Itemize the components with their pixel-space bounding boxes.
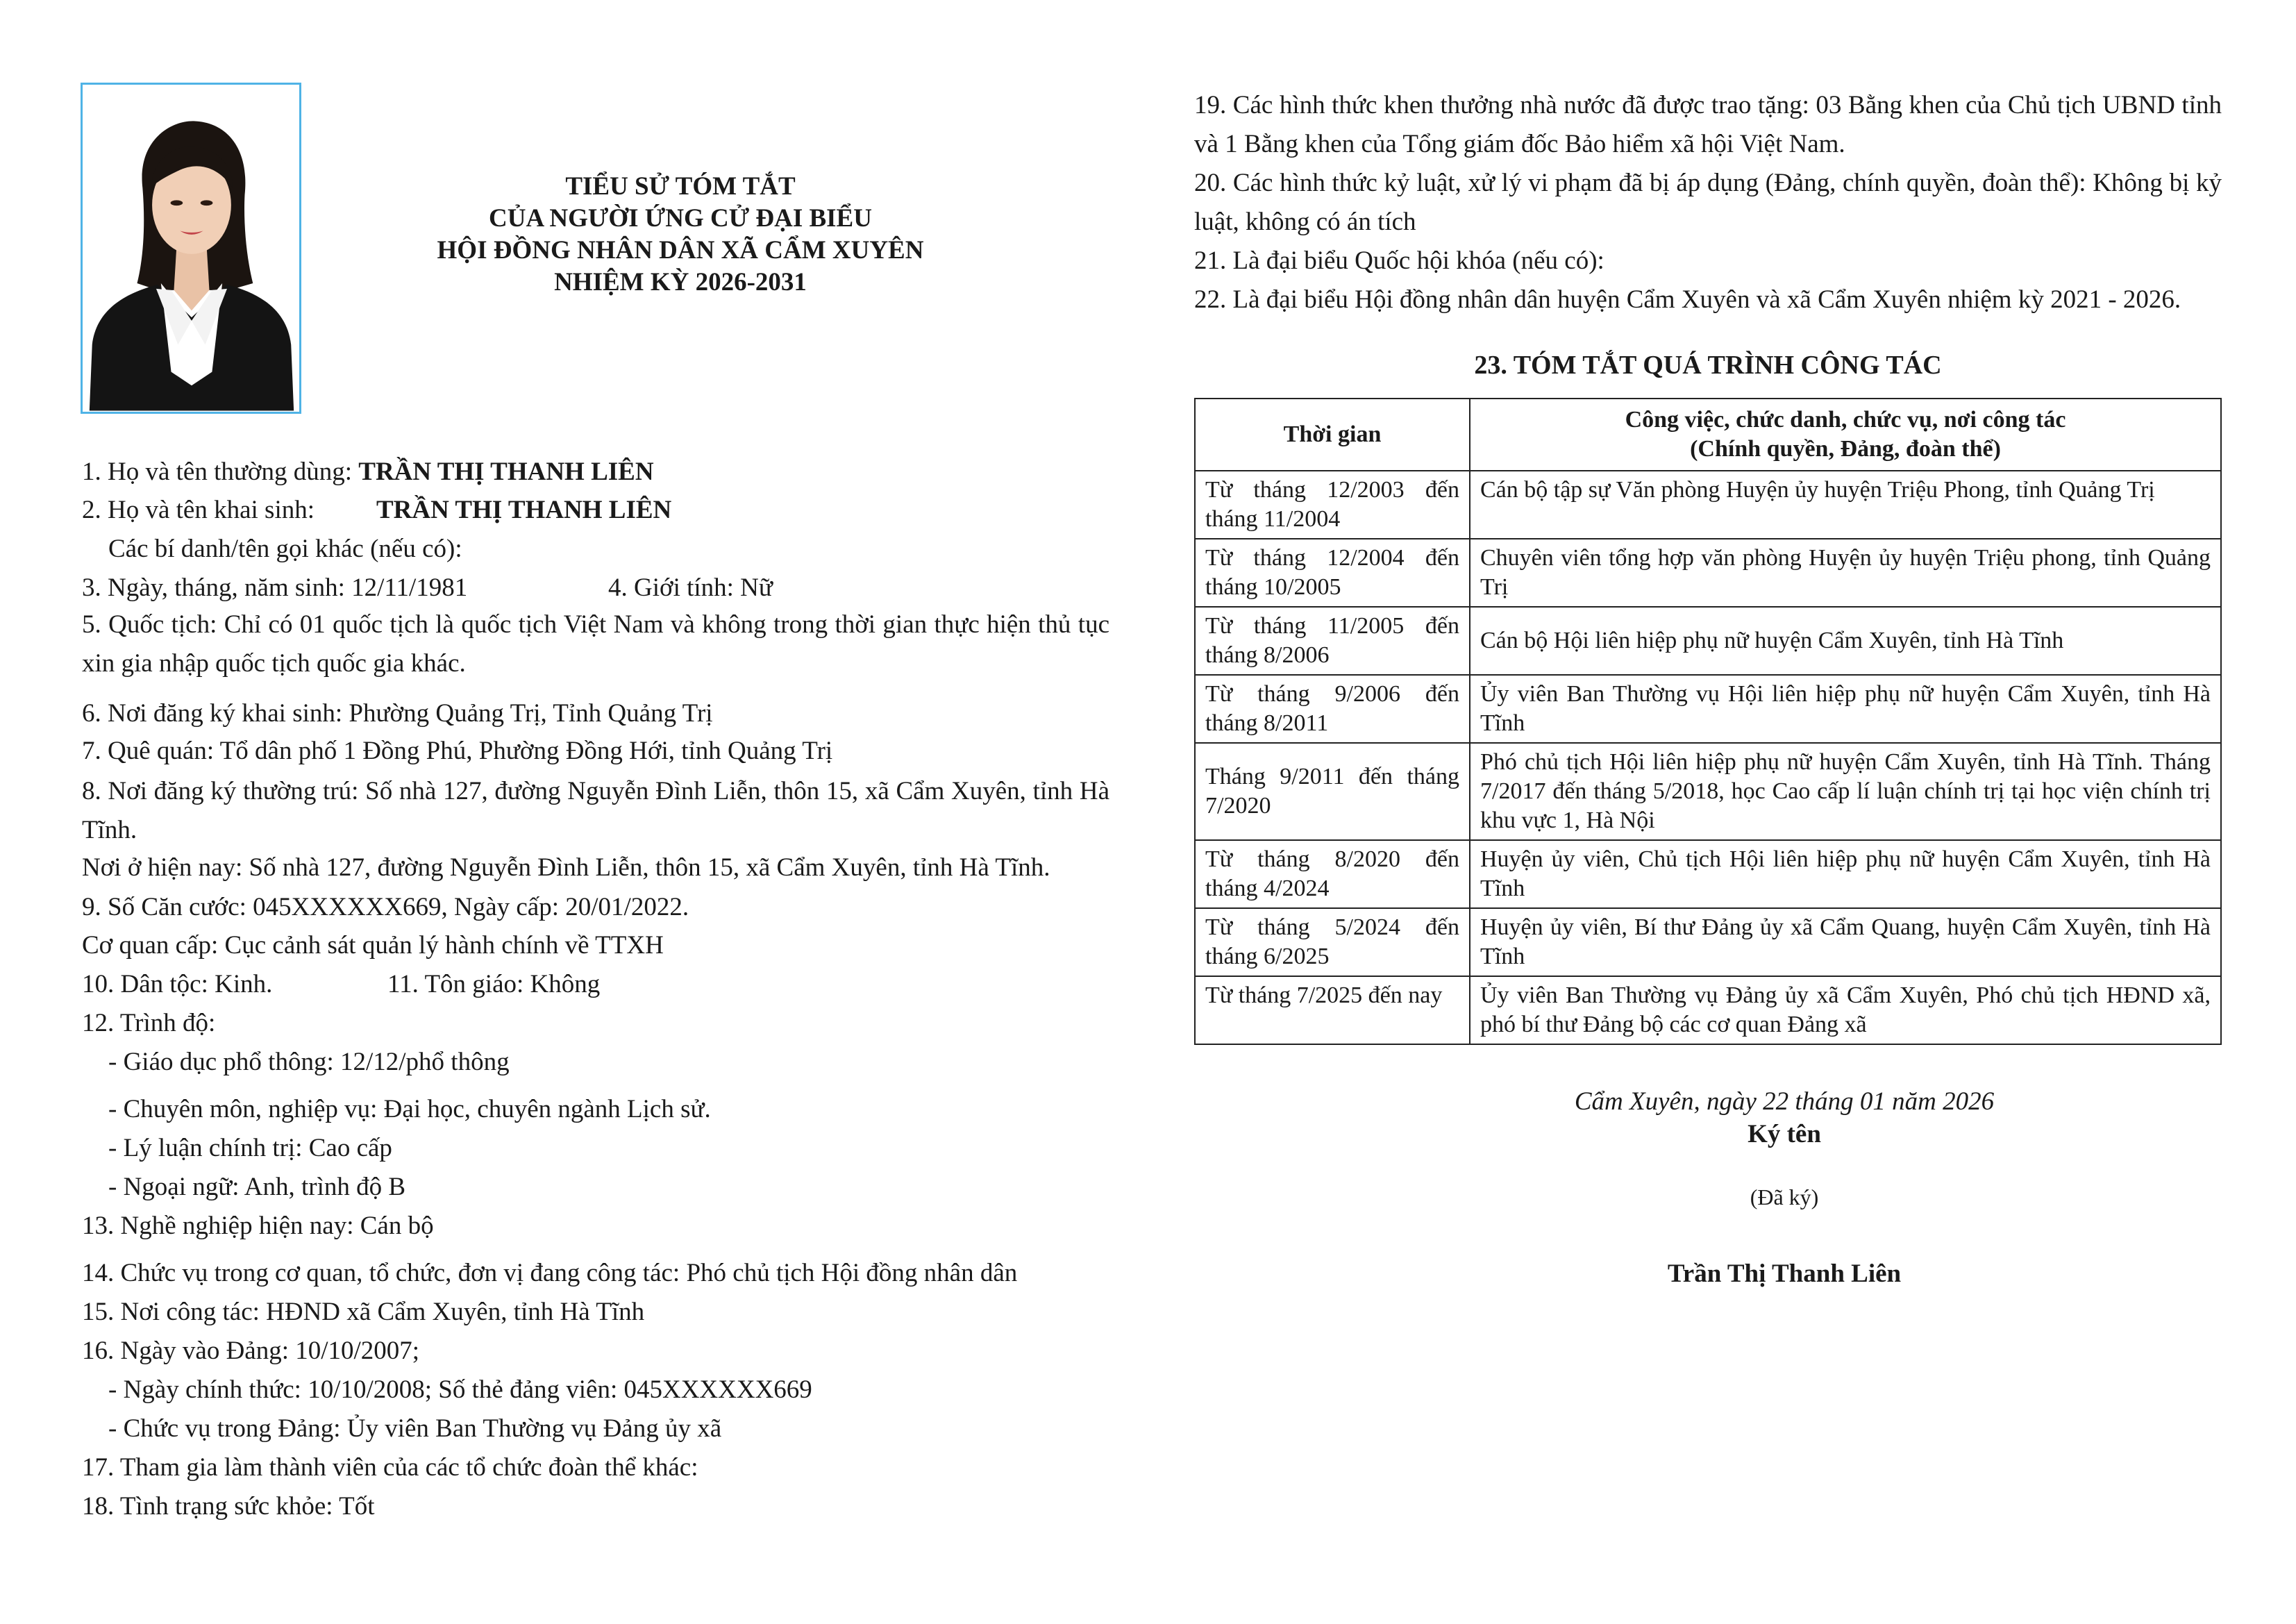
education-language: - Ngoại ngữ: Anh, trình độ B — [108, 1173, 406, 1201]
row-work: Huyện ủy viên, Bí thư Đảng ủy xã Cẩm Quang, huyện Cẩm Xuyên, tỉnh Hà Tĩnh — [1470, 908, 2221, 976]
row-time: Từ tháng 12/2004 đến tháng 10/2005 — [1195, 539, 1470, 607]
table-row — [1195, 840, 2221, 908]
row-work: Ủy viên Ban Thường vụ Hội liên hiệp phụ nữ huyện Cẩm Xuyên, tỉnh Hà Tĩnh — [1470, 675, 2221, 743]
birth-name-row — [82, 495, 671, 526]
table-row — [1195, 539, 2221, 607]
table-row — [1195, 908, 2221, 976]
table-row — [1195, 976, 2221, 1044]
common-name-value: TRẦN THỊ THANH LIÊN — [358, 458, 654, 486]
sign-label: Ký tên — [1748, 1120, 1821, 1148]
common-name-label: 1. Họ và tên thường dùng: — [82, 458, 359, 486]
row-work: Cán bộ Hội liên hiệp phụ nữ huyện Cẩm Xuyên, tỉnh Hà Tĩnh — [1470, 607, 2221, 675]
awards-text: 19. Các hình thức khen thưởng nhà nước đã được trao tặng: 03 Bằng khen của Chủ tịch UBND tỉnh và 1 Bằng khen của Tổng giám đốc Bảo hiểm xã hội Việt Nam. — [1194, 91, 2222, 158]
header-work-line-1: Công việc, chức danh, chức vụ, nơi công tác — [1625, 407, 2066, 433]
organizations-text: 17. Tham gia làm thành viên của các tổ chức đoàn thể khác: — [82, 1453, 698, 1482]
row-work: Chuyên viên tổng hợp văn phòng Huyện ủy huyện Triệu phong, tỉnh Quảng Trị — [1470, 539, 2221, 607]
title-line-2: CỦA NGƯỜI ỨNG CỬ ĐẠI BIỂU — [489, 204, 872, 233]
dob-gender-row — [82, 573, 773, 603]
row-time: Từ tháng 7/2025 đến nay — [1195, 976, 1470, 1044]
health-text: 18. Tình trạng sức khỏe: Tốt — [82, 1492, 375, 1521]
row-work: Ủy viên Ban Thường vụ Đảng ủy xã Cẩm Xuyên, Phó chủ tịch HĐND xã, phó bí thư Đảng bộ các cơ quan Đảng xã — [1470, 976, 2221, 1044]
title-line-3: HỘI ĐỒNG NHÂN DÂN XÃ CẨM XUYÊN — [437, 236, 924, 265]
table-row — [1195, 607, 2221, 675]
id-issuer-text: Cơ quan cấp: Cục cảnh sát quản lý hành chính về TTXH — [82, 931, 664, 960]
ethnic-religion-row — [82, 969, 600, 1000]
education-general: - Giáo dục phổ thông: 12/12/phổ thông — [108, 1048, 510, 1076]
gender-text: 4. Giới tính: Nữ — [608, 574, 773, 602]
row-work: Phó chủ tịch Hội liên hiệp phụ nữ huyện Cẩm Xuyên, tỉnh Hà Tĩnh. Tháng 7/2017 đến tháng 5/2018, học Cao cấp lí luận chính trị tại học viện chính trị khu vực 1, Hà Nội — [1470, 743, 2221, 840]
party-official-text: - Ngày chính thức: 10/10/2008; Số thẻ đảng viên: 045XXXXXX669 — [108, 1375, 812, 1404]
row-time: Từ tháng 5/2024 đến tháng 6/2025 — [1195, 908, 1470, 976]
row-time: Từ tháng 12/2003 đến tháng 11/2004 — [1195, 471, 1470, 539]
national-assembly-text: 21. Là đại biểu Quốc hội khóa (nếu có): — [1194, 246, 1604, 275]
birth-name-label: 2. Họ và tên khai sinh: — [82, 496, 315, 524]
work-history-table — [1194, 398, 2222, 1045]
signer-name: Trần Thị Thanh Liên — [1667, 1259, 1902, 1288]
id-card-text: 9. Số Căn cước: 045XXXXXX669, Ngày cấp: 20/01/2022. — [82, 893, 689, 921]
row-time: Tháng 9/2011 đến tháng 7/2020 — [1195, 743, 1470, 840]
alias-row: Các bí danh/tên gọi khác (nếu có): — [108, 535, 462, 563]
row-time: Từ tháng 8/2020 đến tháng 4/2024 — [1195, 840, 1470, 908]
title-line-4: NHIỆM KỲ 2026-2031 — [554, 268, 807, 296]
birth-name-value: TRẦN THỊ THANH LIÊN — [376, 496, 672, 524]
row-work: Huyện ủy viên, Chủ tịch Hội liên hiệp phụ nữ huyện Cẩm Xuyên, tỉnh Hà Tĩnh — [1470, 840, 2221, 908]
dob-text: 3. Ngày, tháng, năm sinh: 12/11/1981 — [82, 574, 468, 602]
current-residence-text: Nơi ở hiện nay: Số nhà 127, đường Nguyễn Đình Liễn, thôn 15, xã Cẩm Xuyên, tỉnh Hà Tĩnh. — [82, 853, 1050, 882]
work-history-title: 23. TÓM TẮT QUÁ TRÌNH CÔNG TÁC — [1474, 351, 1942, 380]
hometown-text: 7. Quê quán: Tổ dân phố 1 Đồng Phú, Phường Đồng Hới, tỉnh Quảng Trị — [82, 737, 833, 765]
document-title — [333, 171, 1028, 299]
nationality-text: 5. Quốc tịch: Chỉ có 01 quốc tịch là quốc tịch Việt Nam và không trong thời gian thực hiện thủ tục xin gia nhập quốc tịch quốc gia khác. — [82, 610, 1109, 678]
table-header-row — [1195, 399, 2221, 471]
place-date: Cẩm Xuyên, ngày 22 tháng 01 năm 2026 — [1574, 1087, 1995, 1116]
row-time: Từ tháng 9/2006 đến tháng 8/2011 — [1195, 675, 1470, 743]
position-text: 14. Chức vụ trong cơ quan, tổ chức, đơn vị đang công tác: Phó chủ tịch Hội đồng nhân dân — [82, 1259, 1018, 1287]
header-work — [1470, 399, 2221, 471]
education-major: - Chuyên môn, nghiệp vụ: Đại học, chuyên ngành Lịch sử. — [108, 1095, 711, 1123]
birthplace-text: 6. Nơi đăng ký khai sinh: Phường Quảng Trị, Tỉnh Quảng Trị — [82, 699, 713, 728]
ethnic-text: 10. Dân tộc: Kinh. — [82, 970, 273, 998]
discipline-text: 20. Các hình thức kỷ luật, xử lý vi phạm đã bị áp dụng (Đảng, chính quyền, đoàn thể): Không bị kỷ luật, không có án tích — [1194, 169, 2222, 236]
residence-text: 8. Nơi đăng ký thường trú: Số nhà 127, đường Nguyễn Đình Liễn, thôn 15, xã Cẩm Xuyên, tỉnh Hà Tĩnh. — [82, 777, 1109, 844]
signed-note: (Đã ký) — [1750, 1184, 1819, 1209]
common-name-row — [82, 457, 654, 487]
table-row — [1195, 675, 2221, 743]
party-position-text: - Chức vụ trong Đảng: Ủy viên Ban Thường vụ Đảng ủy xã — [108, 1414, 722, 1443]
occupation-text: 13. Nghề nghiệp hiện nay: Cán bộ — [82, 1212, 434, 1240]
council-delegate-text: 22. Là đại biểu Hội đồng nhân dân huyện Cẩm Xuyên và xã Cẩm Xuyên nhiệm kỳ 2021 - 2026. — [1194, 285, 2181, 314]
row-time: Từ tháng 11/2005 đến tháng 8/2006 — [1195, 607, 1470, 675]
religion-text: 11. Tôn giáo: Không — [387, 970, 601, 998]
table-row — [1195, 743, 2221, 840]
header-time: Thời gian — [1195, 399, 1470, 471]
education-political: - Lý luận chính trị: Cao cấp — [108, 1134, 392, 1162]
portrait-photo — [81, 83, 301, 414]
title-line-1: TIỂU SỬ TÓM TẮT — [565, 172, 796, 201]
table-row — [1195, 471, 2221, 539]
portrait-illustration — [83, 85, 299, 412]
party-date-text: 16. Ngày vào Đảng: 10/10/2007; — [82, 1337, 420, 1365]
header-work-line-2: (Chính quyền, Đảng, đoàn thể) — [1690, 436, 2001, 462]
row-work: Cán bộ tập sự Văn phòng Huyện ủy huyện Triệu Phong, tỉnh Quảng Trị — [1470, 471, 2221, 539]
education-title: 12. Trình độ: — [82, 1009, 216, 1037]
workplace-text: 15. Nơi công tác: HĐND xã Cẩm Xuyên, tỉnh Hà Tĩnh — [82, 1298, 645, 1326]
